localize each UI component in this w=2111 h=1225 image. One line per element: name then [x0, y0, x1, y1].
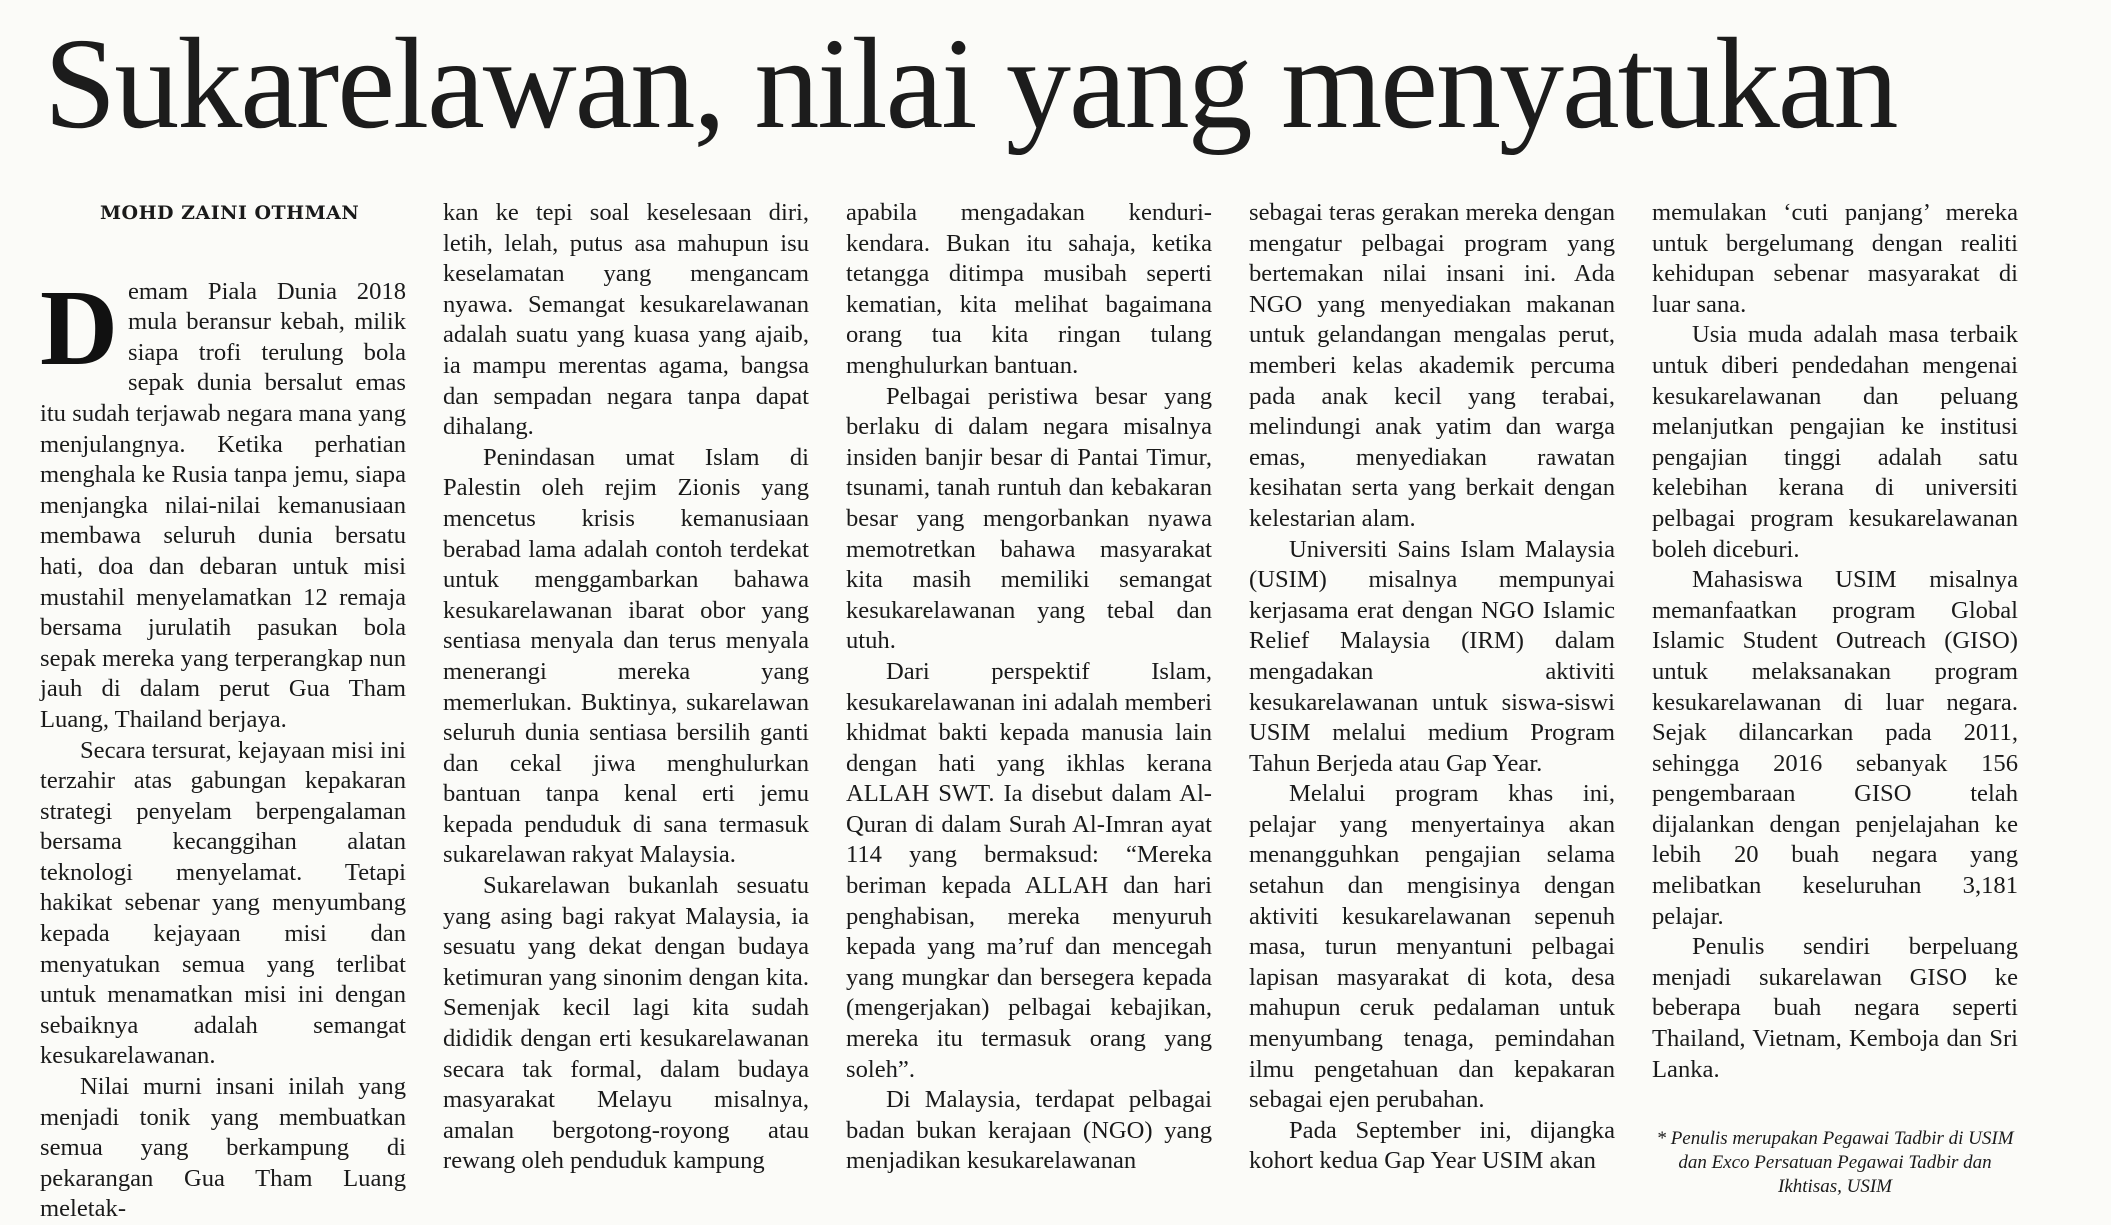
- paragraph: kan ke tepi soal keselesaan diri, letih, lelah, putus asa mahupun isu keselamatan yang mengancam nyawa. Semangat kesukarelawanan adalah suatu yang kuasa yang ajaib, ia mampu merentas agama, bangsa dan sempadan negara tanpa dapat dihalang.: [443, 199, 809, 441]
- paragraph: memulakan ‘cuti panjang’ mereka untuk bergelumang dengan realiti kehidupan sebenar masyarakat di luar sana.: [1652, 199, 2018, 318]
- paragraph: Dari perspektif Islam, kesukarelawanan ini adalah memberi khidmat bakti kepada manusia lain dengan hati yang ikhlas kerana ALLAH SWT. Ia disebut dalam Al-Quran di dalam Surah Al-Imran ayat 114 yang bermaksud: “Mereka beriman kepada ALLAH dan hari penghabisan, mereka menyuruh kepada yang ma’ruf dan mencegah yang mungkar dan bersegera kepada (mengerjakan) pelbagai kebajikan, mereka itu termasuk orang yang soleh”.: [846, 657, 1212, 1083]
- paragraph: Secara tersurat, kejayaan misi ini terzahir atas gabungan kepakaran strategi penyelam berpengalaman bersama kecanggihan alatan teknologi menyelamat. Tetapi hakikat sebenar yang menyumbang kepada kejayaan misi dan menyatukan semua yang terlibat untuk menamatkan misi ini dengan sebaiknya adalah semangat kesukarelawanan.: [40, 736, 406, 1070]
- paragraph: Universiti Sains Islam Malaysia (USIM) misalnya mempunyai kerjasama erat dengan NGO Islamic Relief Malaysia (IRM) dalam mengadakan aktiviti kesukarelawanan untuk siswa-siswi USIM melalui medium Program Tahun Berjeda atau Gap Year.: [1249, 535, 1615, 777]
- column-2: [443, 198, 809, 1173]
- paragraph: Pada September ini, dijangka kohort kedua Gap Year USIM akan: [1249, 1116, 1615, 1175]
- paragraph: Pelbagai peristiwa besar yang berlaku di dalam negara misalnya insiden banjir besar di Pantai Timur, tsunami, tanah runtuh dan kebakaran besar yang mengorbankan nyawa memotretkan bahawa masyarakat kita masih memiliki semangat kesukarelawanan yang tebal dan utuh.: [846, 382, 1212, 655]
- paragraph: Sukarelawan bukanlah sesuatu yang asing bagi rakyat Malaysia, ia sesuatu yang dekat dengan budaya ketimuran yang sinonim dengan kita. Semenjak kecil lagi kita sudah dididik dengan erti kesukarelawanan secara tak formal, dalam budaya masyarakat Melayu misalnya, amalan bergotong-royong atau rewang oleh penduduk kampung: [443, 872, 809, 1175]
- paragraph: [40, 268, 407, 736]
- paragraph: Mahasiswa USIM misalnya memanfaatkan program Global Islamic Student Outreach (GISO) untuk melaksanakan program kesukarelawanan di luar negara. Sejak dilancarkan pada 2011, sehingga 2016 sebanyak 156 pengembaraan GISO telah dijalankan dengan penjelajahan ke lebih 20 buah negara yang melibatkan keseluruhan 3,181 pelajar.: [1652, 566, 2018, 930]
- author-byline: MOHD ZAINI OTHMAN: [100, 202, 360, 224]
- drop-cap: D: [40, 268, 118, 388]
- paragraph: sebagai teras gerakan mereka dengan mengatur pelbagai program yang bertemakan nilai insani ini. Ada NGO yang menyediakan makanan untuk gelandangan mengalas perut, memberi kelas akademik percuma pada anak kecil yang terabai, melindungi anak yatim dan warga emas, menyediakan rawatan kesihatan serta yang berkait dengan kelestarian alam.: [1249, 199, 1615, 532]
- paragraph: Usia muda adalah masa terbaik untuk diberi pendedahan mengenai kesukarelawanan dan peluang melanjutkan pengajian ke institusi pengajian tinggi adalah satu kelebihan kerana di universiti pelbagai program kesukarelawanan boleh diceburi.: [1652, 321, 2018, 563]
- author-footnote: * Penulis merupakan Pegawai Tadbir di USIM dan Exco Persatuan Pegawai Tadbir dan Ikhtisas, USIM: [1656, 1128, 2014, 1198]
- paragraph: Penindasan umat Islam di Palestin oleh rejim Zionis yang mencetus krisis kemanusiaan berabad lama adalah contoh terdekat untuk menggambarkan bahawa kesukarelawanan ibarat obor yang sentiasa menyala dan terus menyala menerangi mereka yang memerlukan. Buktinya, sukarelawan seluruh dunia sentiasa bersilih ganti dan cekal jiwa menghulurkan bantuan tanpa kenal erti jemu kepada penduduk di sana termasuk sukarelawan rakyat Malaysia.: [443, 443, 809, 869]
- column-1: [40, 198, 407, 1223]
- paragraph: apabila mengadakan kenduri-kendara. Bukan itu sahaja, ketika tetangga ditimpa musibah seperti kematian, kita melihat bagaimana orang tua kita ringan tulang menghulurkan bantuan.: [846, 199, 1212, 379]
- paragraph-text: emam Piala Dunia 2018 mula beransur kebah, milik siapa trofi terulung bola sepak dunia bersalut emas itu sudah terjawab negara mana yang menjulangnya. Ketika perhatian menghala ke Rusia tanpa jemu, siapa menjangka nilai-nilai kemanusiaan membawa seluruh dunia bersatu hati, doa dan debaran untuk misi mustahil menyelamatkan 12 remaja bersama jurulatih pasukan bola sepak mereka yang terperangkap nun jauh di dalam perut Gua Tham Luang, Thailand berjaya.: [40, 277, 407, 733]
- paragraph: Penulis sendiri berpeluang menjadi sukarelawan GISO ke beberapa buah negara seperti Thailand, Vietnam, Kemboja dan Sri Lanka.: [1652, 933, 2018, 1083]
- paragraph: Melalui program khas ini, pelajar yang menyertainya akan menangguhkan pengajian selama setahun dan mengisinya dengan aktiviti kesukarelawanan sepenuh masa, turun menyantuni pelbagai lapisan masyarakat di kota, desa mahupun ceruk pedalaman untuk menyumbang tenaga, pemindahan ilmu pengetahuan dan kepakaran sebagai ejen perubahan.: [1249, 780, 1615, 1114]
- paragraph: Nilai murni insani inilah yang menjadi tonik yang membuatkan semua yang berkampung di pekarangan Gua Tham Luang meletak-: [40, 1073, 406, 1223]
- column-3: [846, 198, 1212, 1173]
- paragraph: Di Malaysia, terdapat pelbagai badan bukan kerajaan (NGO) yang menjadikan kesukarelawanan: [846, 1086, 1212, 1175]
- headline: Sukarelawan, nilai yang menyatukan: [44, 12, 1897, 156]
- column-5: [1652, 198, 2018, 1198]
- column-4: [1249, 198, 1615, 1173]
